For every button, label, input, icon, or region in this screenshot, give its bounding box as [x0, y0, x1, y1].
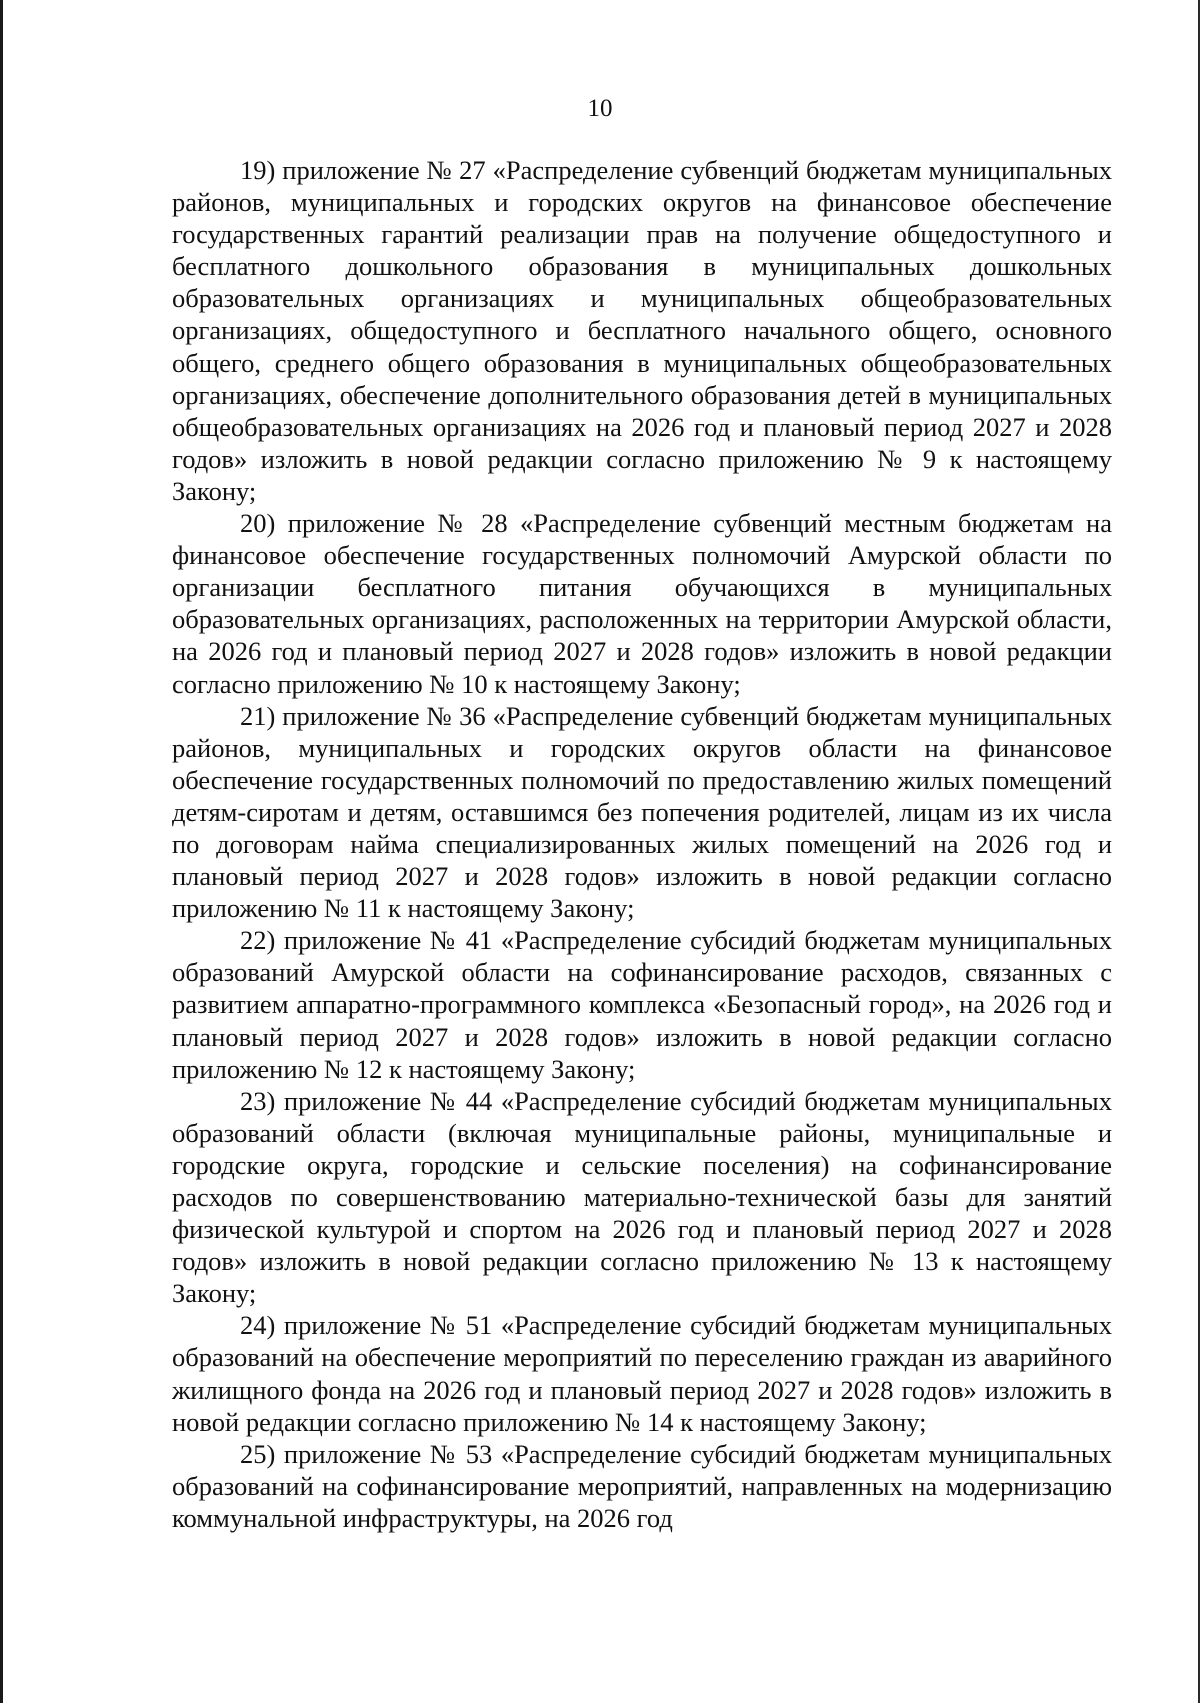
paragraph-25: 25) приложение № 53 «Распределение субсидий бюджетам муниципальных образований на софинансирование мероприятий, направленных на модернизацию коммунальной инфраструктуры, на 2026 год: [172, 1438, 1112, 1533]
paragraph-24: 24) приложение № 51 «Распределение субсидий бюджетам муниципальных образований на обеспечение мероприятий по переселению граждан из аварийного жилищного фонда на 2026 год и плановый период 2027 и 2028 годов» изложить в новой редакции согласно приложению № 14 к настоящему Закону;: [172, 1310, 1112, 1437]
paragraph-19: 19) приложение № 27 «Распределение субвенций бюджетам муниципальных районов, муниципальных и городских округов на финансовое обеспечение государственных гарантий реализации прав на получение общедоступного и бесплатного дошкольного образования в муниципальных дошкольных образовательных организациях и муниципальных общеобразовательных организациях, общедоступного и бесплатного начального общего, основного общего, среднего общего образования в муниципальных общеобразовательных организациях, обеспечение дополнительного образования детей в муниципальных общеобразовательных организациях на 2026 год и плановый период 2027 и 2028 годов» изложить в новой редакции согласно приложению № 9 к настоящему Закону;: [172, 155, 1112, 506]
paragraph-23: 23) приложение № 44 «Распределение субсидий бюджетам муниципальных образований области (включая муниципальные районы, муниципальные и городские округа, городские и сельские поселения) на софинансирование расходов по совершенствованию материально-технической базы для занятий физической культурой и спортом на 2026 год и плановый период 2027 и 2028 годов» изложить в новой редакции согласно приложению № 13 к настоящему Закону;: [172, 1085, 1112, 1309]
paragraph-21: 21) приложение № 36 «Распределение субвенций бюджетам муниципальных районов, муниципальных и городских округов области на финансовое обеспечение государственных полномочий по предоставлению жилых помещений детям-сиротам и детям, оставшимся без попечения родителей, лицам из их числа по договорам найма специализированных жилых помещений на 2026 год и плановый период 2027 и 2028 годов» изложить в новой редакции согласно приложению № 11 к настоящему Закону;: [172, 700, 1112, 924]
paragraph-22: 22) приложение № 41 «Распределение субсидий бюджетам муниципальных образований Амурской области на софинансирование расходов, связанных с развитием аппаратно-программного комплекса «Безопасный город», на 2026 год и плановый период 2027 и 2028 годов» изложить в новой редакции согласно приложению № 12 к настоящему Закону;: [172, 925, 1112, 1084]
paragraph-20: 20) приложение № 28 «Распределение субвенций местным бюджетам на финансовое обеспечение государственных полномочий Амурской области по организации бесплатного питания обучающихся в муниципальных образовательных организациях, расположенных на территории Амурской области, на 2026 год и плановый период 2027 и 2028 годов» изложить в новой редакции согласно приложению № 10 к настоящему Закону;: [172, 508, 1112, 699]
page-number: 10: [587, 95, 613, 122]
document-body: [172, 154, 1112, 1534]
scan-border-left: [0, 0, 3, 1703]
